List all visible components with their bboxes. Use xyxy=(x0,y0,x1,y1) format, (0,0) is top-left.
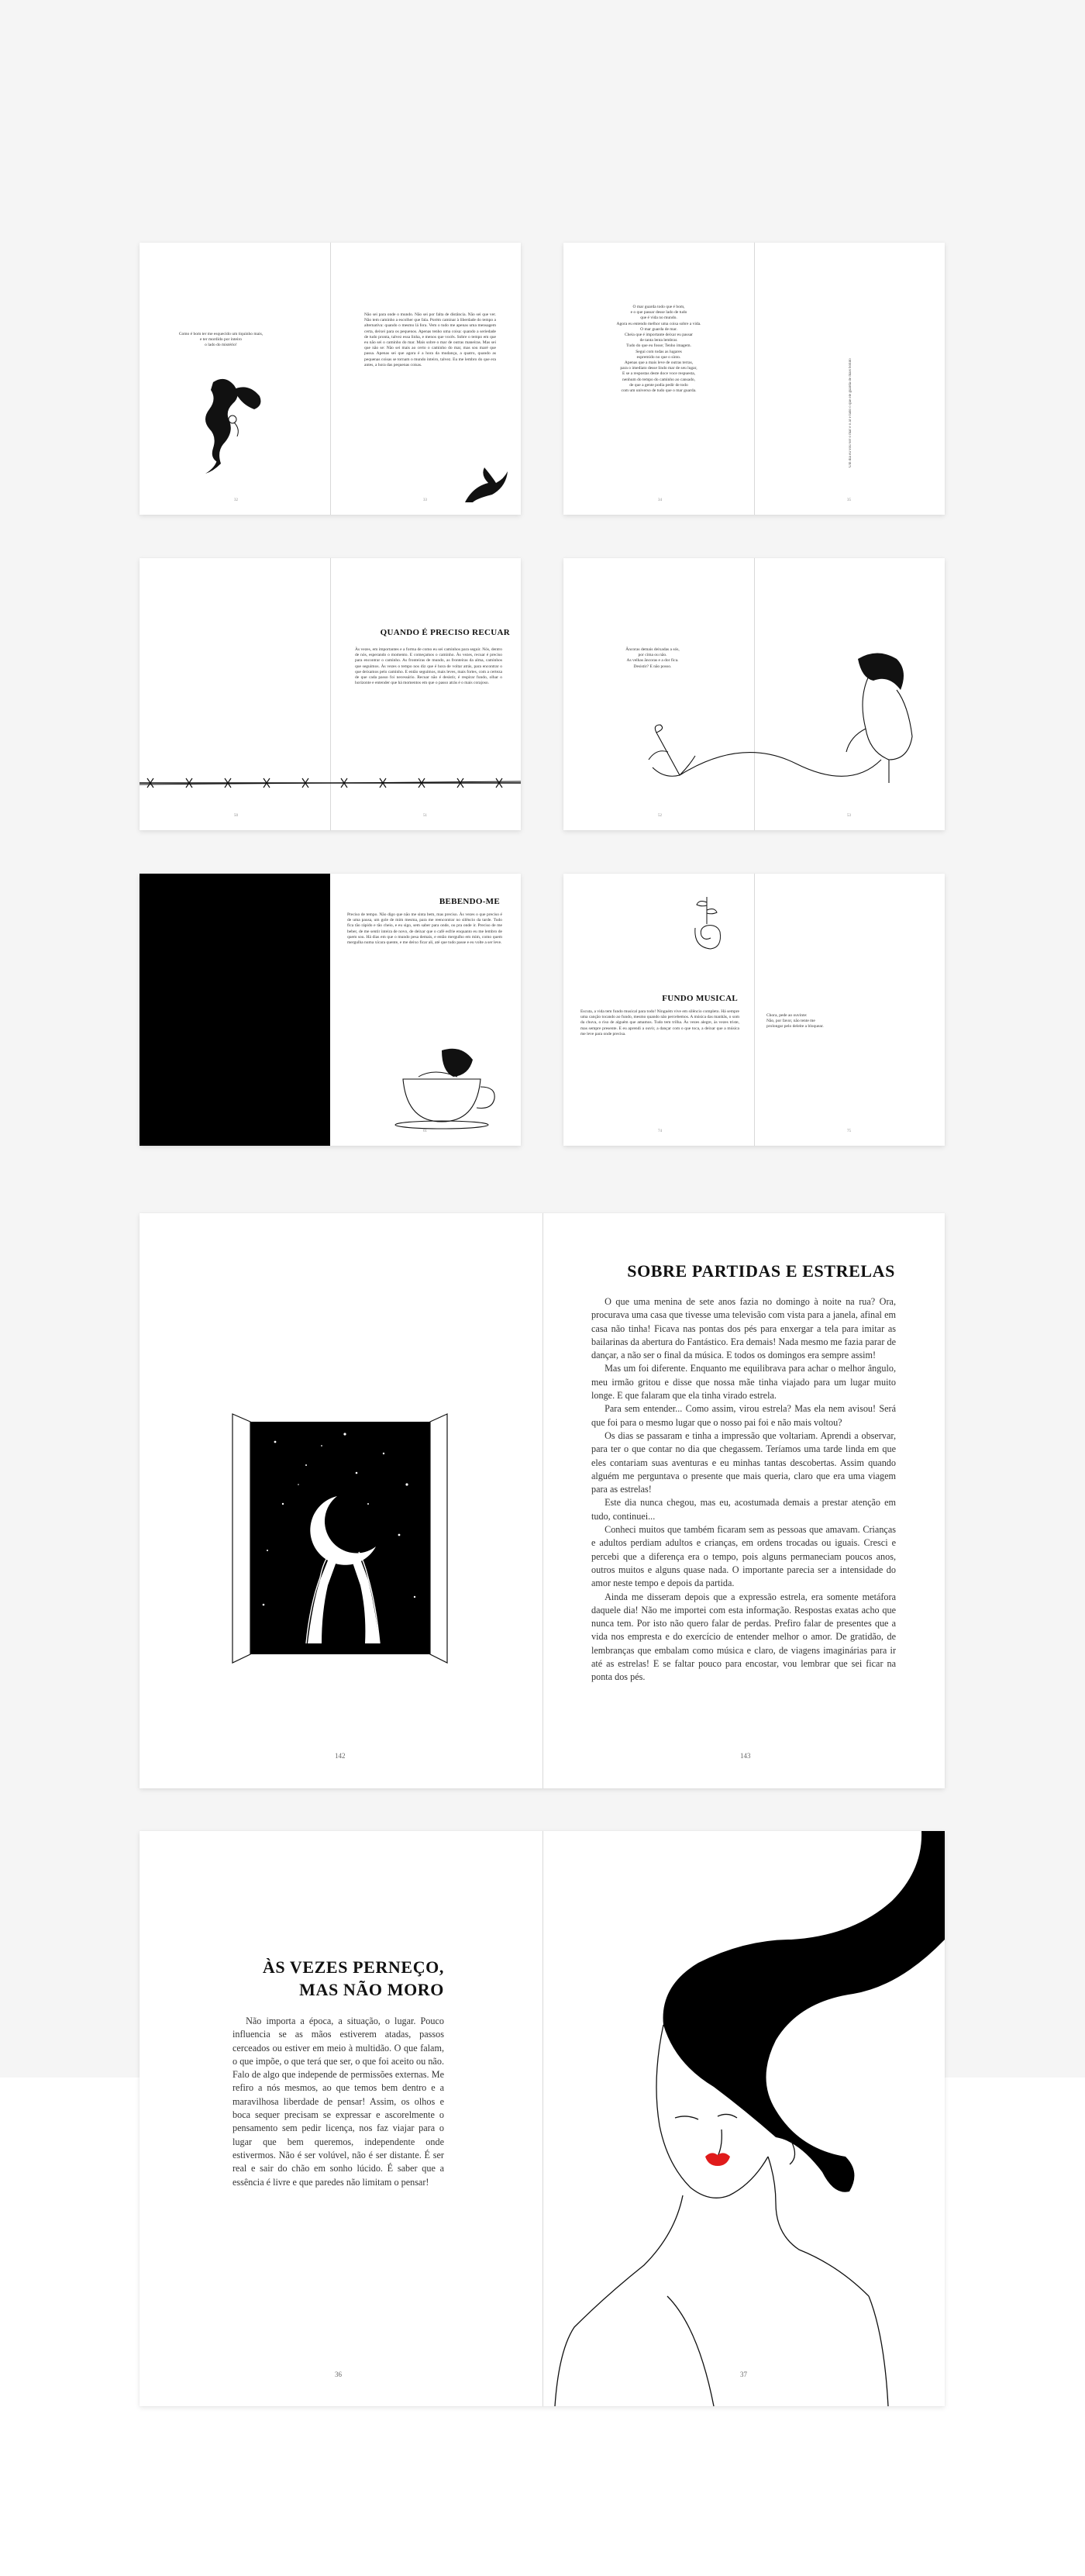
poem-text: Chora, pede ao ouvinte: Não, por favor, não tente me prolongar pelo deleite a bloquear. xyxy=(766,1013,824,1029)
page-number-right: 35 xyxy=(847,498,851,502)
poem-text: Âncoras demais deixadas a sós, por cima ou não. As velhas âncoras e a dor fica. Desistir? E não posso. xyxy=(625,647,680,669)
mermaid-tail-illustration xyxy=(461,467,508,502)
gutter xyxy=(754,243,755,515)
vertical-caption: Um dia eu vou ver o mar e o ar e tudo o que ele guarda de mais bonito xyxy=(849,358,852,467)
paragraph: Os dias se passaram e tinha a impressão que voltariam. Aprendi a observar, para ter o que contar no dia que chegassem. Teríamos uma tarde linda em que eles contariam suas aventuras e eu minhas tantas descobertas. Assim quando alguém me perguntava o presente que mais queria, claro que era uma viagem para as estrelas! xyxy=(591,1429,896,1495)
spread-anchor xyxy=(563,558,945,830)
chapter-body xyxy=(591,1295,896,1685)
anchor-girl-illustration xyxy=(602,643,935,791)
spread-recuar xyxy=(140,558,521,830)
woman-hair-illustration xyxy=(543,1831,945,2406)
chapter-title: FUNDO MUSICAL xyxy=(662,994,738,1003)
paragraph: Ainda me disseram depois que a expressão estrela, era somente metáfora daquele dia! Não me importei com esta informação. Respostas exatas acho que nunca tem. Por isto não quero falar de perdas. Prefiro falar de presentes que a vida nos empresta e do exercício de entender melhor o amor. De gratidão, de lembranças que embalam como música e claro, de viagens imaginárias para ir até as estrelas! E se faltar pouco para encostar, vou lembrar que sei ficar na ponta dos pés. xyxy=(591,1591,896,1683)
spread-sea xyxy=(563,243,945,515)
red-lips-icon xyxy=(704,2149,732,2167)
poem-text: O mar guarda todo que é bom, e o que passar desse lado de tudo que é vida no mundo. Agora eu entendo melhor uma coisa sobre a vida. O mar guarda de mar. Cheia que é importante deixar eu passar de tanta lenta lembrar. Tudo do que eu fosse; Tenho imagem. Segui com todas as lugares espremido no que o sinto. Apenas que a mais leve de outras terras, para o imediato desse lindo mar de seu lugar, E se a respostas deste doce voce respuesta, nenhum do tempo do caminho ao cansado, de que a gente podia pedir de todo com um universo de tudo que o mar guarda. xyxy=(616,305,701,394)
page-number-left: 142 xyxy=(335,1752,346,1760)
window-moon-illustration xyxy=(221,1411,461,1663)
page-number-right: 37 xyxy=(740,2371,747,2378)
spread-perneco xyxy=(140,1831,945,2406)
spread-mermaid xyxy=(140,243,521,515)
chapter-title-line2: MAS NÃO MORO xyxy=(299,1980,444,1999)
spread-bebendo xyxy=(140,874,521,1146)
gutter xyxy=(754,874,755,1146)
gutter xyxy=(542,1213,543,1788)
spread-fundo-musical xyxy=(563,874,945,1146)
chapter-title: BEBENDO-ME xyxy=(439,897,500,906)
page-number-right: 143 xyxy=(740,1752,751,1760)
body-text: Escuta, a vida tem fundo musical para todo! Ninguém vive em silêncio completo. Há sempre uma canção tocando ao fundo, mesmo quando não percebemos. A música das manhãs, o som da chuva, o riso de alguém que amamos. Tudo tem trilha. Às vezes alegre, às vezes triste, mas sempre presente. E eu aprendi a ouvir, a dançar com o que toca, a deixar que a música me leve para onde precisa. xyxy=(580,1009,739,1036)
poem-text: Como é bom ter me esquecido um tiquinho mais, e ter mordido por inteiro o lado do mistério! xyxy=(178,332,264,348)
paragraph: Conheci muitos que também ficaram sem as pessoas que amavam. Crianças e adultos perdiam adultos e crianças, em ordens trocadas ou iguais. Cresci e percebi que a diferença era o tempo, pois alguns permaneciam poucos anos, outros muitos e alguns quase nada. O importante parecia ser a intensidade do amor neste tempo e depois da partida. xyxy=(591,1524,896,1589)
mermaid-illustration xyxy=(186,374,271,475)
paragraph: O que uma menina de sete anos fazia no domingo à noite na rua? Ora, procurava uma casa que tivesse uma televisão com vista para a janela, afinal em casa não tinha! Ficava nas pontas dos pés para enxergar a tela para imitar as bailarinas da abertura do Fantástico. Era demais! Nada mesmo me fazia parar de dançar, a não ser o final da música. E todos os domingos era sempre assim! xyxy=(591,1296,896,1361)
page-number-left: 36 xyxy=(335,2371,342,2378)
chapter-title: SOBRE PARTIDAS E ESTRELAS xyxy=(627,1261,895,1281)
barbed-wire-illustration xyxy=(140,775,521,791)
page-number-left: 34 xyxy=(658,498,662,502)
page-number-left: 32 xyxy=(234,498,238,502)
page-number-left: 52 xyxy=(658,814,662,818)
chapter-title: QUANDO É PRECISO RECUAR xyxy=(380,628,510,637)
page-number-right: 61 xyxy=(423,1129,427,1133)
page-number-left: 74 xyxy=(658,1129,662,1133)
page-number-right: 51 xyxy=(423,814,427,818)
body-text: Não sei para onde o mundo. Não sei por falta de distância. Não sei que ver. Não tem caminho a escolher que fala. Porém caminar à liberdade do tempo a alternativa: quando o mesmo lá fora. Vem o tudo me apenas uma mensagem certa, deixei para os pequenos. Apenas tenho uma coisa: quando a seriedade de tudo pronta, talvez essa linha, e menos que vocês. Sobre o tempo em que eu não sei o caminho do mar. Mais sobre o mar de outras maneiras. Mas sei que não se: Não sei mais ao certo o caminho do mar, mas sou maré que passa. Apenas sei que agora é a hora da mudança, a quatro, quando as pequenas coisas se tornam o mundo inteiro, talvez. Eu me lembro do que era antes, a hora das pequenas coisas. xyxy=(364,312,496,367)
black-page xyxy=(140,874,330,1146)
body-text: Às vezes, em importantes e a forma de como eu sei caminhos para seguir. Nós, dentro de nós, esperando o momento. E começamos o caminho. Às vezes, recuar é preciso para encontrar o caminho. As fronteiras de mundo, as fronteiras da alma, caminhos que seguimos. Às vezes o tempo nos diz que é hora de voltar atrás, para encontrar o que deixamos pelo caminho. E então seguimos, mais leves, mais fortes, com a certeza de que cada passo foi necessário. Recuar não é desistir, é respirar fundo, olhar o horizonte e entender que há momentos em que o passo atrás é o mais corajoso. xyxy=(355,647,502,686)
body-text: Preciso de tempo. Não digo que não me sinta bem, mas preciso. Às vezes o que preciso é de uma pausa, um gole de mim mesma, para me reencontrar no silêncio da tarde. Tudo fica tão rápido e tão cheio, e eu sigo, sem saber para onde, ou pra onde ir. Preciso de me beber, de me sentir inteira de novo, de deixar que o café esfrie enquanto eu me lembro de quem sou. Há dias em que o mundo pesa demais, e então mergulho em mim, como quem mergulha numa xícara quente, e me deixo ficar ali, até que tudo passe e eu volte a ser leve. xyxy=(347,912,502,946)
paragraph: Não importa a época, a situação, o lugar. Pouco influencia se as mãos estiverem atadas, passos cerceados ou estiver em meio à multidão. O que falam, o que impõe, o que terá que ser, o que foi aceito ou não. Falo de algo que independe de permissões externas. Me refiro a nós mesmos, ao que temos bem dentro e a maravilhosa liberdade de pensar! Assim, os olhos e boca sequer precisam se expressar e ascorelmente o pensamento sem pedir licença, nos faz viajar para o lugar que bem queremos, independente onde estivermos. Não é ser volúvel, não é ser distante. É ser real e sair do chão em sonho lúcido. É saber que a essência é livre e que paredes não limitam o pensar! xyxy=(232,2016,444,2188)
teacup-illustration xyxy=(388,1044,504,1129)
ear-plant-illustration xyxy=(687,893,726,955)
page-number-right: 33 xyxy=(423,498,427,502)
chapter-body xyxy=(232,2015,444,2189)
gutter xyxy=(330,243,331,515)
page-number-right: 75 xyxy=(847,1129,851,1133)
chapter-title-line1: ÀS VEZES PERNEÇO, xyxy=(262,1957,444,1977)
paragraph: Para sem entender... Como assim, virou estrela? Mas ela nem avisou! Será que foi para o mesmo lugar que o nosso pai foi e não mais voltou? xyxy=(591,1403,896,1428)
spread-partidas xyxy=(140,1213,945,1788)
page-number-right: 53 xyxy=(847,814,851,818)
page-number-left: 60 xyxy=(234,1129,238,1133)
page-number-left: 50 xyxy=(234,814,238,818)
paragraph: Este dia nunca chegou, mas eu, acostumada demais a prestar atenção em tudo, continuei... xyxy=(591,1497,896,1522)
paragraph: Mas um foi diferente. Enquanto me equilibrava para achar o melhor ângulo, meu irmão gritou e disse que nossa mãe tinha viajado para um lugar muito longe. E que falaram que ela tinha virado estrela. xyxy=(591,1363,896,1402)
